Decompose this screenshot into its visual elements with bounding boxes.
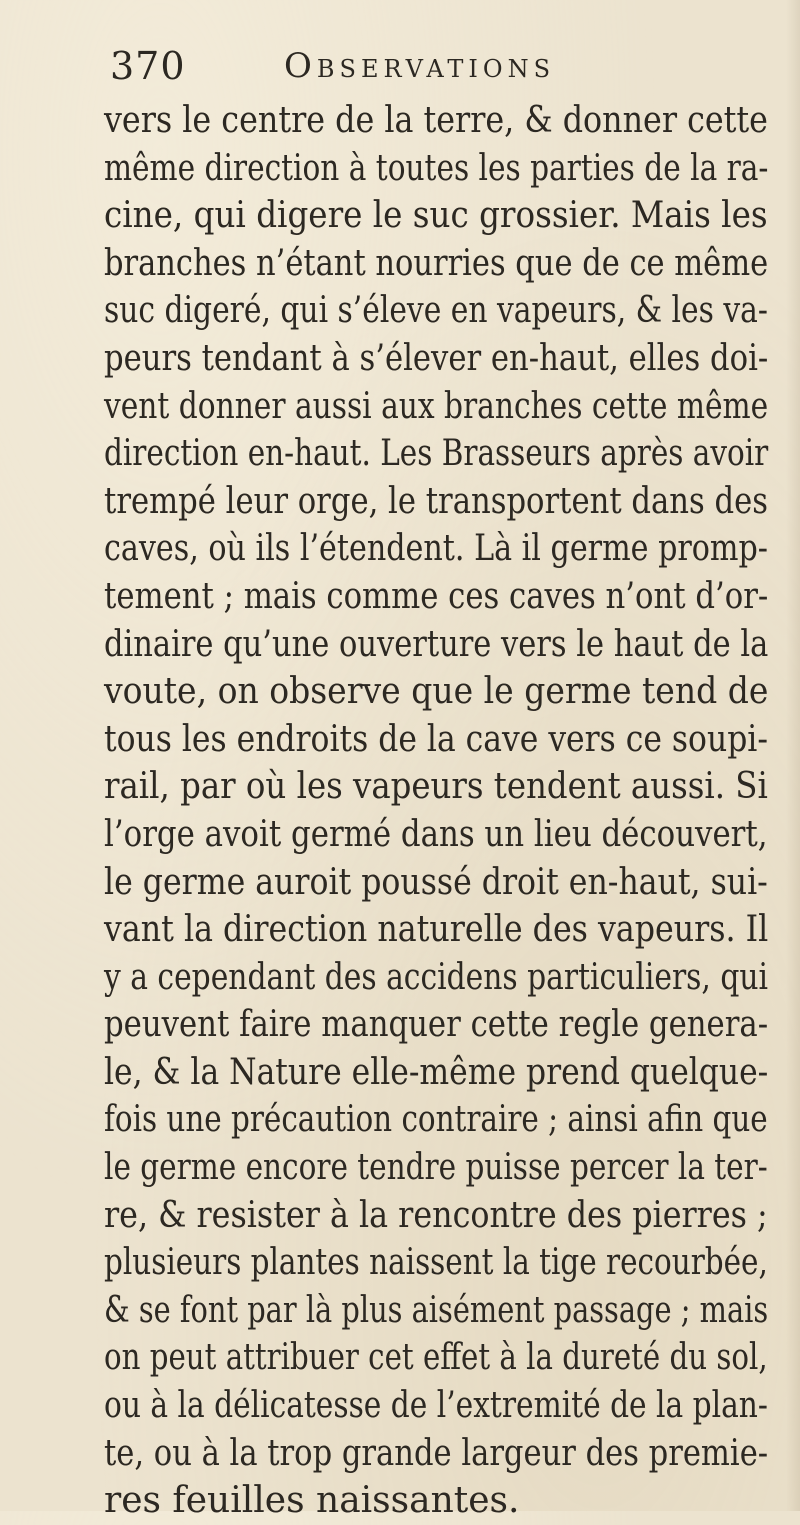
- text-line: plusieurs plantes naissent la tige recourbée,: [104, 1242, 768, 1284]
- text-line: branches n’étant nourries que de ce même: [104, 242, 769, 284]
- text-line: res feuilles naissantes.: [104, 1480, 520, 1522]
- text-line: peurs tendant à s’élever en-haut, elles doi-: [104, 337, 769, 379]
- running-title: Observations: [284, 46, 556, 86]
- text-line: le germe auroit poussé droit en-haut, sui-: [104, 861, 768, 903]
- page-number: 370: [110, 44, 186, 88]
- text-line: fois une précaution contraire ; ainsi afin que: [104, 1099, 768, 1141]
- page-edge-shadow: [786, 0, 800, 1511]
- text-line: dinaire qu’une ouverture vers le haut de la: [104, 623, 769, 665]
- text-line: le, & la Nature elle-même prend quelque-: [104, 1051, 769, 1093]
- text-line: l’orge avoit germé dans un lieu découvert,: [104, 813, 768, 855]
- text-line: vant la direction naturelle des vapeurs. Il: [104, 909, 769, 951]
- text-line: y a cependant des accidens particuliers, qui: [104, 956, 769, 998]
- text-line: direction en-haut. Les Brasseurs après avoir: [104, 433, 769, 475]
- text-line: caves, où ils l’étendent. Là il germe promp-: [104, 528, 768, 570]
- text-line: voute, on observe que le germe tend de: [104, 671, 769, 713]
- running-head: [110, 42, 670, 90]
- text-line: on peut attribuer cet effet à la dureté du sol,: [104, 1337, 768, 1379]
- text-line: tous les endroits de la cave vers ce soupi-: [104, 718, 768, 760]
- text-line: rail, par où les vapeurs tendent aussi. Si: [104, 766, 768, 808]
- text-line: même direction à toutes les parties de la ra-: [104, 147, 769, 189]
- text-line: trempé leur orge, le transportent dans des: [104, 480, 768, 522]
- text-line: te, ou à la trop grande largeur des premie-: [104, 1432, 769, 1474]
- text-line: re, & resister à la rencontre des pierres ;: [104, 1194, 768, 1236]
- body-text: [104, 97, 768, 1525]
- text-line: tement ; mais comme ces caves n’ont d’or-: [104, 575, 769, 617]
- text-line: le germe encore tendre puisse percer la ter-: [104, 1147, 768, 1189]
- text-line: vers le centre de la terre, & donner cette: [104, 100, 768, 141]
- text-line: & se font par là plus aisément passage ; mais: [104, 1289, 769, 1331]
- text-line: vent donner aussi aux branches cette même: [104, 385, 769, 427]
- text-line: suc digeré, qui s’éleve en vapeurs, & les va-: [104, 290, 768, 332]
- text-line: ou à la délicatesse de l’extremité de la plan-: [104, 1385, 768, 1427]
- text-line: peuvent faire manquer cette regle genera-: [104, 1004, 769, 1046]
- text-line: cine, qui digere le suc grossier. Mais les: [104, 195, 768, 237]
